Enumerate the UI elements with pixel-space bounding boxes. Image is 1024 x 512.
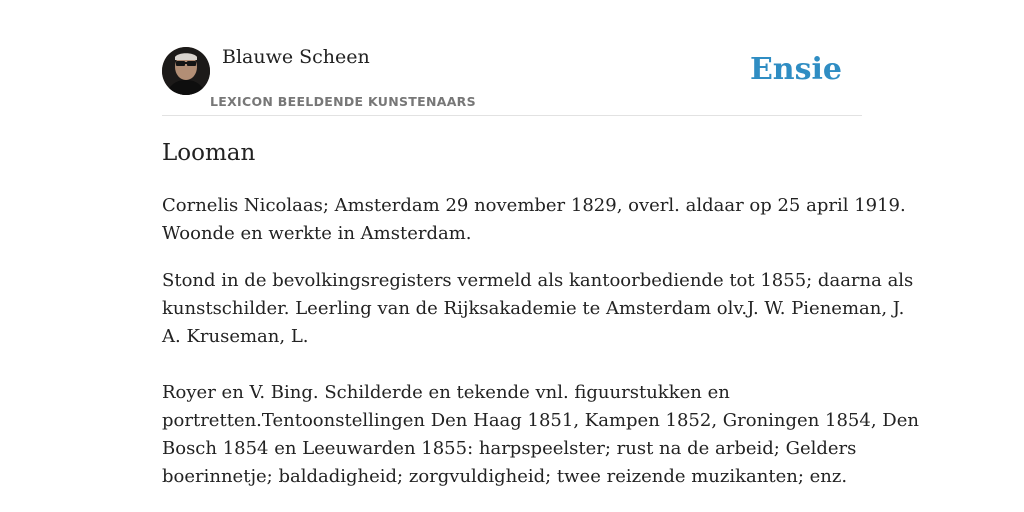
paragraph-line: Cornelis Nicolaas; Amsterdam 29 november 1829, overl. aldaar op 25 april 1919. (162, 195, 906, 216)
entry-title: Looman (162, 140, 256, 166)
header (162, 0, 862, 116)
paragraph-line: portretten.Tentoonstellingen Den Haag 1851, Kampen 1852, Groningen 1854, Den (162, 410, 919, 431)
paragraph-line: Bosch 1854 en Leeuwarden 1855: harpspeelster; rust na de arbeid; Gelders (162, 438, 857, 459)
paragraph-line: Woonde en werkte in Amsterdam. (162, 223, 472, 244)
paragraph-line: A. Kruseman, L. (162, 326, 309, 347)
author-name[interactable]: Blauwe Scheen (222, 46, 370, 68)
ensie-logo[interactable]: Ensie (749, 52, 842, 87)
paragraph-line: boerinnetje; baldadigheid; zorgvuldigheid; twee reizende muzikanten; enz. (162, 466, 848, 487)
paragraph-3 (162, 379, 919, 491)
avatar[interactable] (162, 47, 210, 95)
paragraph-2 (162, 267, 914, 351)
page-container (162, 0, 919, 487)
paragraph-1 (162, 192, 906, 248)
user-photo-icon (162, 47, 210, 95)
lexicon-label[interactable]: LEXICON BEELDENDE KUNSTENAARS (210, 94, 476, 109)
paragraph-line: kunstschilder. Leerling van de Rijksakademie te Amsterdam olv.J. W. Pieneman, J. (162, 298, 905, 319)
paragraph-line: Stond in de bevolkingsregisters vermeld als kantoorbediende tot 1855; daarna als (162, 270, 914, 291)
paragraph-line: Royer en V. Bing. Schilderde en tekende vnl. figuurstukken en (162, 382, 730, 403)
